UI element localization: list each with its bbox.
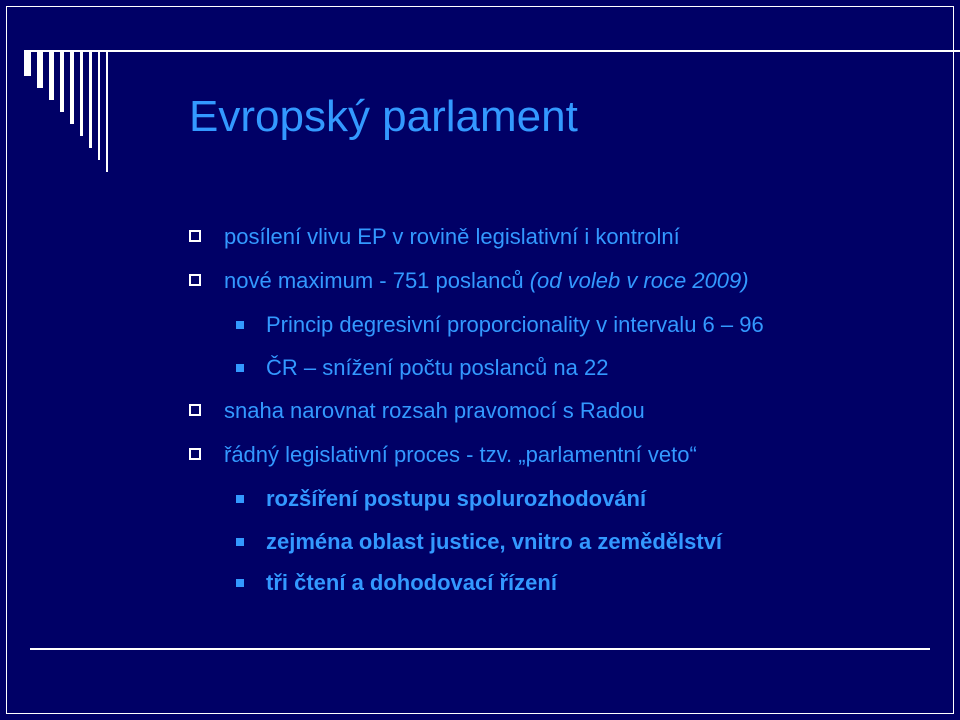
- bullet-text: zejména oblast justice, vnitro a zemědělství: [266, 529, 723, 554]
- filled-square-bullet-icon: [236, 321, 244, 329]
- bottom-rule: [30, 648, 930, 650]
- bullet-text: posílení vlivu EP v rovině legislativní i kontrolní: [224, 224, 680, 249]
- bullet-text-italic: (od voleb v roce 2009): [529, 268, 749, 293]
- bullet-text-main: nové maximum - 751 poslanců: [224, 268, 530, 293]
- bullet-text: řádný legislativní proces - tzv. „parlamentní veto“: [224, 442, 697, 467]
- hollow-square-bullet-icon: [189, 274, 201, 286]
- bullet-text: [224, 268, 749, 294]
- hollow-square-bullet-icon: [189, 230, 201, 242]
- bullet-text: ČR – snížení počtu poslanců na 22: [266, 355, 609, 380]
- hollow-square-bullet-icon: [189, 404, 201, 416]
- filled-square-bullet-icon: [236, 364, 244, 372]
- bullet-text: Princip degresivní proporcionality v intervalu 6 – 96: [266, 312, 764, 337]
- filled-square-bullet-icon: [236, 579, 244, 587]
- bullet-text: tři čtení a dohodovací řízení: [266, 570, 557, 595]
- top-rule: [24, 50, 960, 52]
- filled-square-bullet-icon: [236, 495, 244, 503]
- slide-title: Evropský parlament: [189, 92, 578, 141]
- filled-square-bullet-icon: [236, 538, 244, 546]
- bullet-text: snaha narovnat rozsah pravomocí s Radou: [224, 398, 645, 423]
- bullet-text: rozšíření postupu spolurozhodování: [266, 486, 647, 511]
- hollow-square-bullet-icon: [189, 448, 201, 460]
